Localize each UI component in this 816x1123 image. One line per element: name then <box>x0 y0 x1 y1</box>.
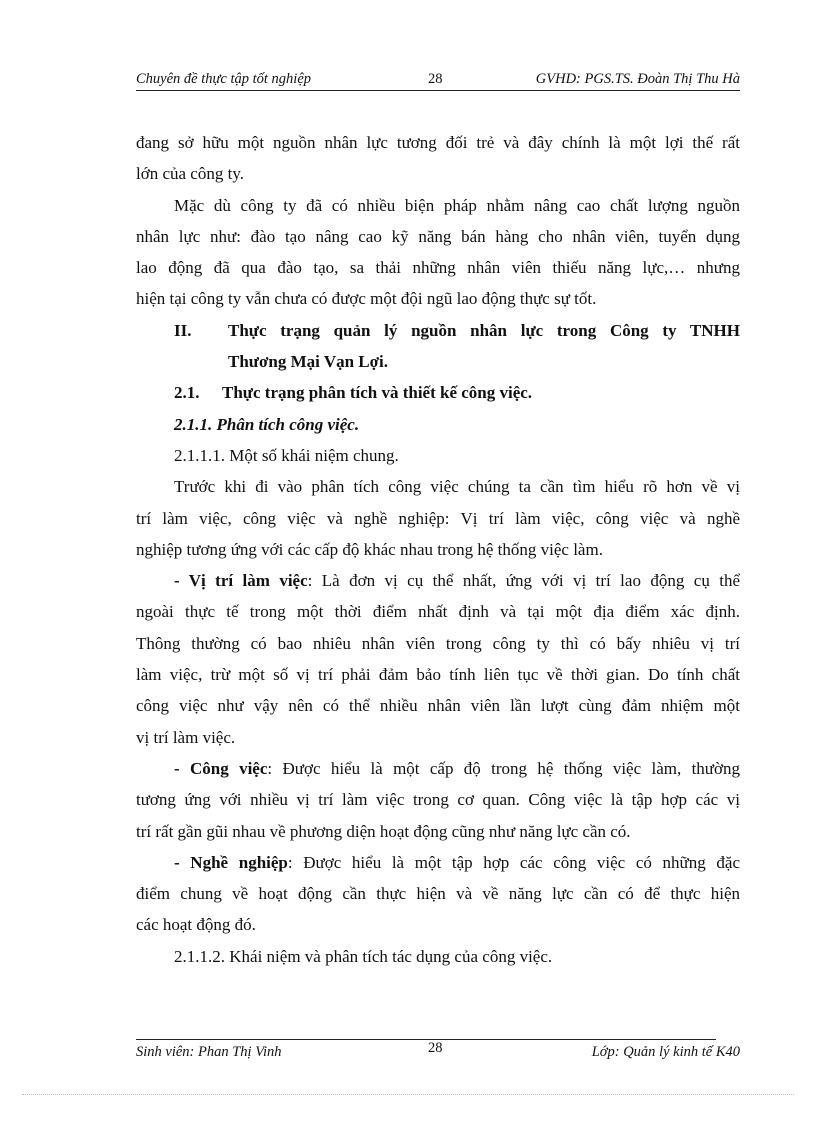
section-title-cont: Thương Mại Vạn Lợi. <box>228 352 389 372</box>
paragraph-line: làm việc, trừ một số vị trí phải đảm bảo tính liên tục về thời gian. Do tính chất <box>136 665 740 685</box>
paragraph-line: trí làm việc, công việc và nghề nghiệp: Vị trí làm việc, công việc và nghề <box>136 508 740 528</box>
subsection-number: 2.1. <box>174 383 200 403</box>
subsection-heading <box>136 377 740 408</box>
paragraph-line: vị trí làm việc. <box>136 727 236 747</box>
paragraph-line: Trước khi đi vào phân tích công việc chúng ta cần tìm hiểu rõ hơn về vị <box>174 477 740 497</box>
footer-rule <box>136 1039 716 1040</box>
page-header <box>136 70 740 91</box>
paragraph-line: tương ứng với nhiều vị trí làm việc trong cơ quan. Công việc là tập hợp các vị <box>136 790 740 810</box>
footer-student: Sinh viên: Phan Thị Vinh <box>136 1044 282 1060</box>
section-heading <box>136 315 740 346</box>
paragraph-line: điểm chung về hoạt động cần thực hiện và về năng lực cần có để thực hiện <box>136 884 740 904</box>
section-number: II. <box>174 320 192 340</box>
header-page-number: 28 <box>428 71 443 87</box>
paragraph-line: công việc như vậy nên có thể nhiều nhân viên lần lượt cùng đảm nhiệm một <box>136 696 740 716</box>
definition-line: - Nghề nghiệp: Được hiểu là một tập hợp các công việc có những đặc <box>174 852 740 872</box>
header-supervisor: GVHD: PGS.TS. Đoàn Thị Thu Hà <box>535 71 740 87</box>
document-body <box>136 127 740 972</box>
page-bottom-dotted-rule <box>22 1094 794 1095</box>
paragraph-line: ngoài thực tế trong một thời điểm nhất định và tại một địa điểm xác định. <box>136 602 740 622</box>
section-title: Thực trạng quản lý nguồn nhân lực trong Công ty TNHH <box>228 320 740 340</box>
definition-line: - Công việc: Được hiểu là một cấp độ trong hệ thống việc làm, thường <box>174 758 740 778</box>
item-heading: 2.1.1.1. Một số khái niệm chung. <box>174 445 399 465</box>
paragraph-line: Mặc dù công ty đã có nhiều biện pháp nhằm nâng cao chất lượng nguồn <box>174 195 740 215</box>
paragraph-line: đang sở hữu một nguồn nhân lực tương đối trẻ và đây chính là một lợi thế rất <box>136 133 740 152</box>
definition-term: - Nghề nghiệp <box>174 852 288 872</box>
paragraph-line: nhân lực như: đào tạo nâng cao kỹ năng bán hàng cho nhân viên, tuyển dụng <box>136 226 740 246</box>
paragraph-line: các hoạt động đó. <box>136 915 256 935</box>
definition-term: - Vị trí làm việc <box>174 571 308 591</box>
footer-page-number: 28 <box>428 1040 443 1056</box>
paragraph-line: Thông thường có bao nhiêu nhân viên trong công ty thì có bấy nhiêu vị trí <box>136 633 740 653</box>
paragraph-line: lao động đã qua đào tạo, sa thải những nhân viên thiếu năng lực,… nhưng <box>136 258 740 278</box>
item-heading: 2.1.1.2. Khái niệm và phân tích tác dụng của công việc. <box>174 946 553 966</box>
paragraph-line: nghiệp tương ứng với các cấp độ khác nhau trong hệ thống việc làm. <box>136 539 603 559</box>
paragraph-line: hiện tại công ty vẫn chưa có được một đội ngũ lao động thực sự tốt. <box>136 289 597 309</box>
subsubsection-heading: 2.1.1. Phân tích công việc. <box>174 414 360 434</box>
definition-line: - Vị trí làm việc: Là đơn vị cụ thể nhất, ứng với vị trí lao động cụ thể <box>174 571 741 591</box>
page-footer <box>136 1039 740 1069</box>
header-title: Chuyên đề thực tập tốt nghiệp <box>136 71 312 87</box>
footer-class: Lớp: Quản lý kinh tế K40 <box>591 1044 740 1060</box>
paragraph-line: trí rất gần gũi nhau về phương diện hoạt động cũng như năng lực cần có. <box>136 821 631 841</box>
subsection-title: Thực trạng phân tích và thiết kế công việc. <box>222 383 533 403</box>
paragraph-line: lớn của công ty. <box>136 164 244 184</box>
definition-term: - Công việc <box>174 758 268 778</box>
